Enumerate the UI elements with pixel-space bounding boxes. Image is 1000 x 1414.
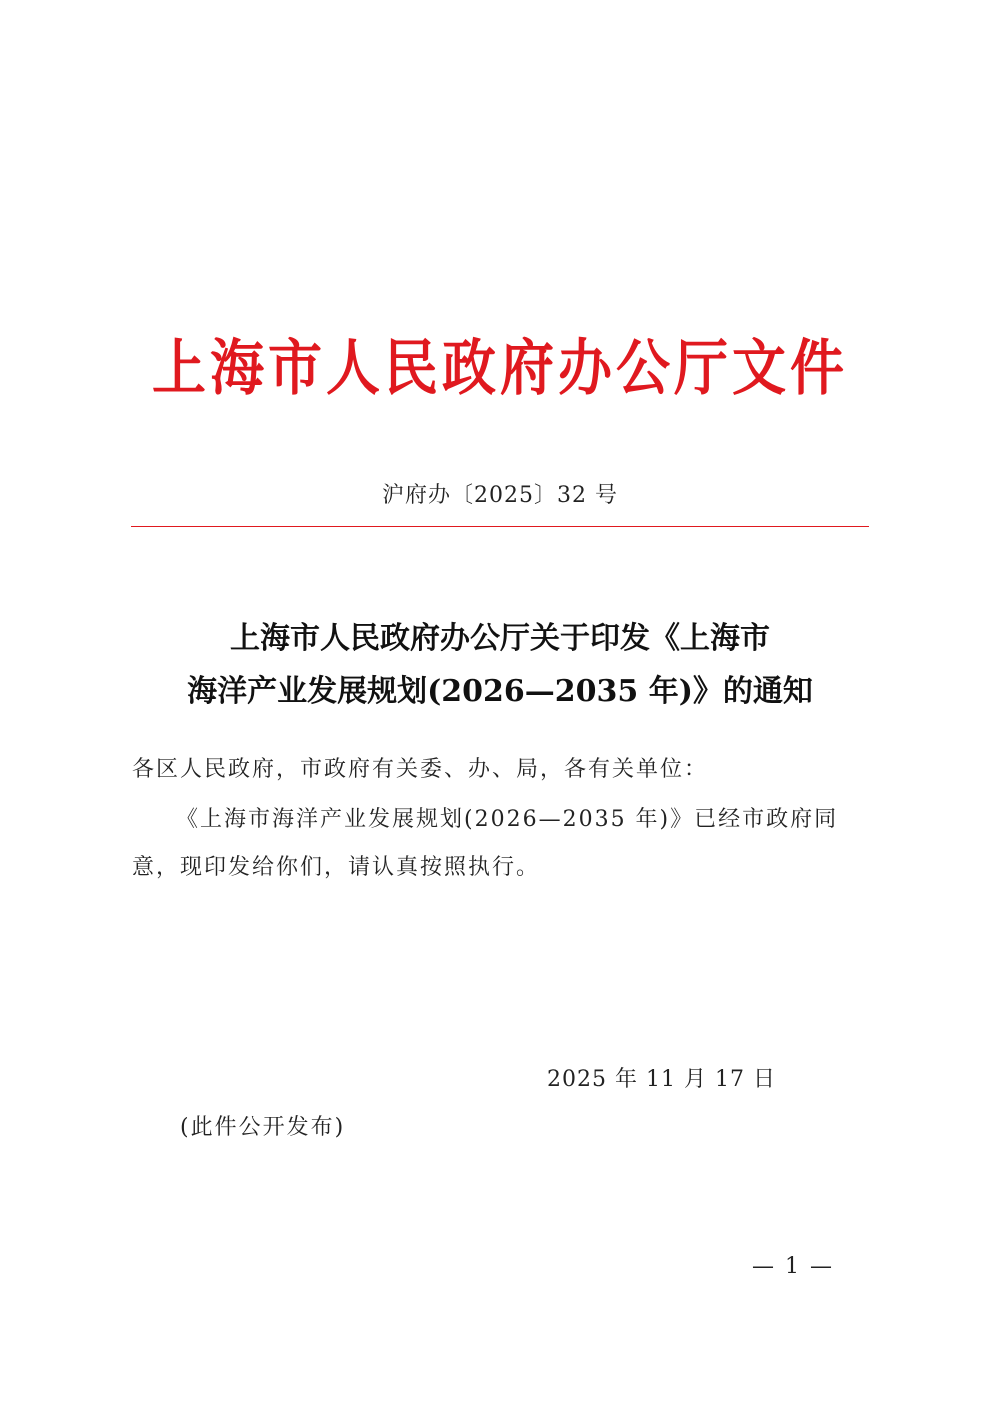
issue-date: 2025 年 11 月 17 日 (547, 1067, 776, 1092)
page-number: — 1 — (752, 1254, 834, 1279)
salutation: 各区人民政府，市政府有关委、办、局，各有关单位： (132, 757, 709, 782)
masthead-title: 上海市人民政府办公厅文件 (152, 331, 848, 403)
notice-title-line-2: 海洋产业发展规划(2026—2035 年)》的通知 (187, 674, 813, 709)
body-line-2: 意，现印发给你们，请认真按照执行。 (132, 855, 541, 880)
notice-title-line-1: 上海市人民政府办公厅关于印发《上海市 (230, 621, 770, 656)
body-paragraph (132, 796, 872, 892)
red-divider-line (131, 526, 869, 527)
body-line-1: 《上海市海洋产业发展规划(2026—2035 年)》已经市政府同 (176, 807, 839, 832)
public-release-note: (此件公开发布) (180, 1115, 346, 1140)
notice-title (0, 612, 1000, 718)
document-number: 沪府办〔2025〕32 号 (382, 483, 618, 508)
